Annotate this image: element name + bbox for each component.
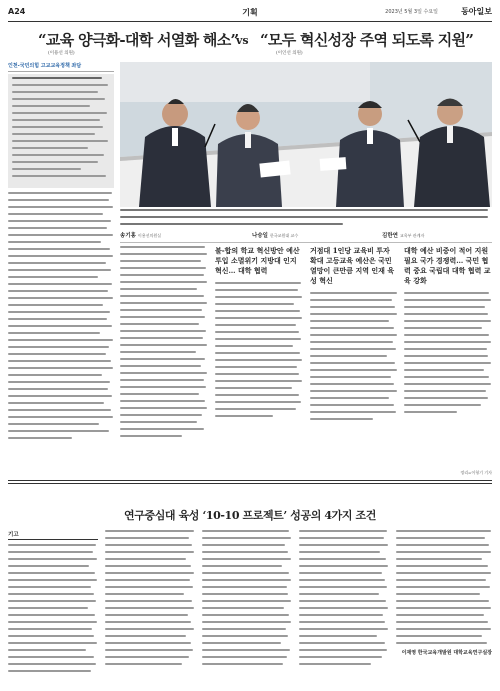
contribution-label: 기고 bbox=[8, 530, 98, 540]
headline-right-speaker: (이인선 의원) bbox=[276, 51, 303, 56]
panelist-1-affiliation: 이용선의원실 bbox=[137, 233, 162, 238]
headline bbox=[8, 27, 492, 59]
column-4 bbox=[404, 246, 492, 418]
headline-vs: vs bbox=[236, 34, 249, 47]
headline-right: “모두 혁신성장 주역 되도록 지원” bbox=[260, 31, 474, 49]
pullquote-1: 불-합의 학교 혁신방안 예산투입 소멸위기 지방대 인지 혁신… 대학 협력 bbox=[215, 246, 300, 275]
summary-box bbox=[8, 74, 114, 188]
author-byline: 이재영 한국교육개발원 대학교육연구실장 bbox=[401, 650, 492, 656]
panelist-2-affiliation: 한국교원대 교수 bbox=[269, 233, 299, 238]
paper-logo: 동아일보 bbox=[461, 6, 492, 16]
sidebar-body-text bbox=[8, 192, 114, 444]
bottom-column-3 bbox=[202, 530, 292, 670]
top-rule bbox=[8, 21, 492, 22]
panelist-1 bbox=[120, 231, 161, 239]
panelist-3 bbox=[382, 231, 424, 239]
section-label: 기획 bbox=[242, 8, 258, 17]
pullquote-2: 거점대 1인당 교육비 투자 확대 고등교육 예산은 국민 열망이 큰만큼 지역 인재 육성 혁신 bbox=[310, 246, 395, 285]
column-3 bbox=[310, 246, 398, 425]
sidebar bbox=[8, 62, 114, 477]
issue-date: 2023년 5월 3일 수요일 bbox=[385, 9, 438, 15]
column-1 bbox=[120, 246, 208, 442]
panelist-3-name: 김한연 bbox=[382, 233, 398, 239]
interview-body bbox=[120, 246, 492, 476]
sidebar-title: 인천-국민의힘 고교교육정책 좌담 bbox=[8, 62, 114, 72]
panelist-3-affiliation: 교육부 관계자 bbox=[399, 233, 425, 238]
bottom-column-1 bbox=[8, 530, 98, 677]
credit-line: 정리=이형기 기자 bbox=[460, 470, 492, 475]
page-number: A24 bbox=[8, 7, 26, 16]
bottom-article-title: 연구중심대 육성 ‘10-10 프로젝트’ 성공의 4가지 조건 bbox=[124, 509, 376, 522]
pullquote-3: 대학 예산 비중이 적어 지원 필요 국가 경쟁력… 국민 협력 중요 국립대 대학 협력 교육 강화 bbox=[404, 246, 491, 285]
panelist-1-name: 송기홍 bbox=[120, 233, 136, 239]
bottom-column-2 bbox=[105, 530, 195, 670]
bottom-column-5 bbox=[396, 530, 492, 656]
photo-caption bbox=[120, 209, 492, 230]
panelist-2-name: 나승일 bbox=[252, 233, 268, 239]
roundtable-photo bbox=[120, 62, 492, 207]
headline-left: “교육 양극화-대학 서열화 해소” bbox=[38, 31, 239, 49]
mid-rule-2 bbox=[8, 483, 492, 484]
bottom-column-4 bbox=[299, 530, 389, 670]
column-2 bbox=[215, 246, 303, 422]
panelist-bar bbox=[120, 230, 492, 243]
masthead bbox=[8, 6, 492, 20]
mid-rule bbox=[8, 480, 492, 481]
panelist-2 bbox=[252, 231, 298, 239]
headline-left-speaker: (이용선 의원) bbox=[48, 51, 75, 56]
